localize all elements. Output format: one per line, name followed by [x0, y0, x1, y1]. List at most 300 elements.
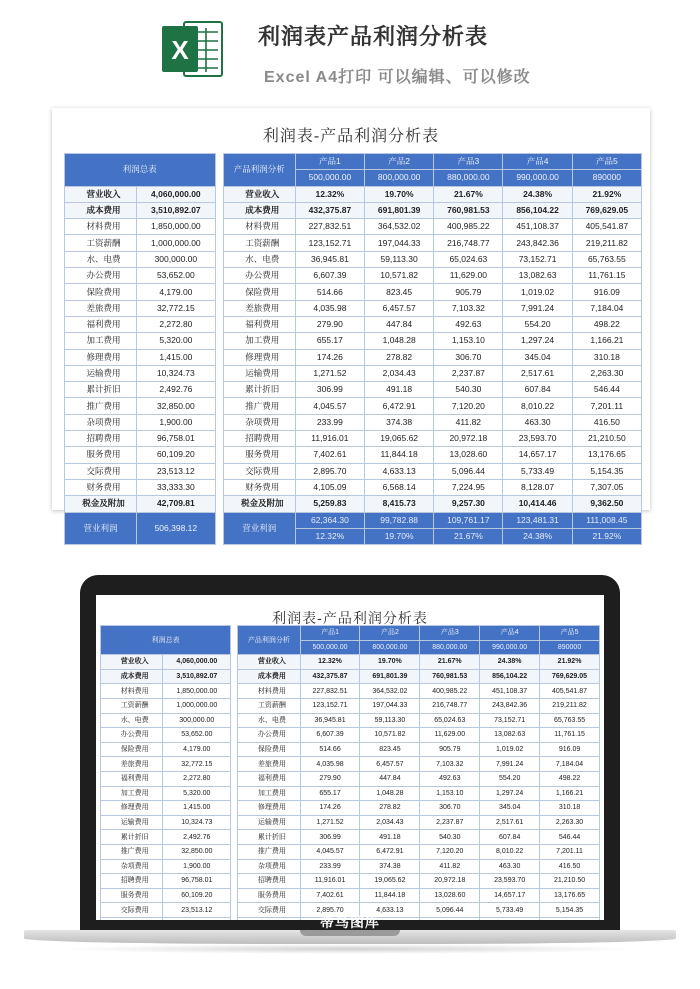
laptop-mockup	[80, 575, 620, 930]
row-label: 交际费用	[101, 903, 163, 918]
header-product-2: 产品2	[360, 626, 420, 641]
row-total: 10,324.73	[163, 815, 231, 830]
header-product-analysis: 产品利润分析	[238, 626, 300, 655]
row-value: 1,048.28	[365, 333, 434, 349]
row-total: 53,652.00	[163, 728, 231, 743]
row-label: 运输费用	[238, 815, 300, 830]
row-value: 11,844.18	[360, 888, 420, 903]
row-value: 11,761.15	[572, 268, 641, 284]
row-value: 6,457.57	[360, 757, 420, 772]
row-value: 20,972.18	[420, 874, 480, 889]
row-value: 345.04	[480, 801, 540, 816]
row-value: 59,113.30	[360, 713, 420, 728]
profit-ratio: 19.70%	[365, 528, 434, 544]
row-value: 856,104.22	[480, 669, 540, 684]
row-value: 432,375.87	[295, 202, 364, 218]
row-value: 405,541.87	[572, 219, 641, 235]
row-value: 364,532.02	[360, 684, 420, 699]
column-gap	[215, 463, 223, 479]
row-label: 成本费用	[65, 202, 137, 218]
row-value: 2,517.61	[503, 365, 572, 381]
row-value: 916.09	[572, 284, 641, 300]
row-total: 1,000,000.00	[163, 698, 231, 713]
row-value: 2,034.43	[360, 815, 420, 830]
row-label: 推广费用	[223, 398, 295, 414]
page-subtitle: Excel A4打印 可以编辑、可以修改	[264, 69, 531, 86]
table-row	[65, 316, 642, 332]
row-value: 491.18	[365, 382, 434, 398]
table-row	[101, 830, 600, 845]
row-total: 60,109.20	[137, 447, 215, 463]
row-value: 19.70%	[365, 186, 434, 202]
row-total: 10,324.73	[137, 365, 215, 381]
column-gap	[215, 268, 223, 284]
row-value: 905.79	[434, 284, 503, 300]
row-value: 10,414.46	[503, 496, 572, 512]
row-value: 6,472.91	[365, 398, 434, 414]
row-value: 227,832.51	[295, 219, 364, 235]
table-row	[101, 655, 600, 670]
row-label: 保险费用	[223, 284, 295, 300]
row-value: 1,271.52	[300, 815, 360, 830]
profit-table	[64, 153, 642, 545]
page-title: 利润表产品利润分析表	[258, 24, 489, 49]
row-value: 8,010.22	[480, 844, 540, 859]
row-label: 推广费用	[238, 844, 300, 859]
row-value: 6,607.39	[295, 268, 364, 284]
row-label: 福利费用	[223, 316, 295, 332]
table-row	[65, 447, 642, 463]
row-value: 451,108.37	[503, 219, 572, 235]
row-total: 3,510,892.07	[137, 202, 215, 218]
row-value: 4,035.98	[295, 300, 364, 316]
table-row	[101, 801, 600, 816]
row-value: 19,065.62	[365, 431, 434, 447]
product-revenue: 890000	[540, 640, 600, 655]
row-value: 432,375.87	[300, 669, 360, 684]
row-value: 607.84	[503, 382, 572, 398]
row-value: 2,895.70	[295, 463, 364, 479]
row-total: 300,000.00	[163, 713, 231, 728]
header-product-1: 产品1	[295, 154, 364, 170]
row-value: 5,154.35	[540, 903, 600, 918]
row-value: 6,607.39	[300, 728, 360, 743]
row-value: 400,985.22	[420, 684, 480, 699]
column-gap	[231, 742, 238, 757]
column-gap	[215, 382, 223, 398]
row-value: 21,210.50	[572, 431, 641, 447]
row-value: 23,593.70	[480, 874, 540, 889]
row-value: 6,472.91	[360, 844, 420, 859]
row-label: 成本费用	[223, 202, 295, 218]
row-label: 成本费用	[238, 669, 300, 684]
header-profit-total: 利润总表	[101, 626, 231, 655]
row-total: 32,772.15	[137, 300, 215, 316]
row-value: 2,237.87	[434, 365, 503, 381]
table-row	[101, 859, 600, 874]
excel-icon	[162, 16, 224, 82]
table-row	[65, 414, 642, 430]
row-value: 227,832.51	[300, 684, 360, 699]
row-value: 306.99	[300, 830, 360, 845]
laptop-brand: 蒂鸟图库	[320, 914, 380, 930]
row-total: 23,513.12	[163, 903, 231, 918]
table-row	[65, 268, 642, 284]
column-gap	[231, 786, 238, 801]
row-value: 405,541.87	[540, 684, 600, 699]
row-value: 14,657.17	[503, 447, 572, 463]
row-value: 23,593.70	[503, 431, 572, 447]
row-value: 2,237.87	[420, 815, 480, 830]
row-value: 21.92%	[572, 186, 641, 202]
row-value: 310.18	[572, 349, 641, 365]
row-value: 1,297.24	[503, 333, 572, 349]
profit-amount: 109,761.17	[434, 512, 503, 528]
row-label: 办公费用	[223, 268, 295, 284]
row-label: 差旅费用	[223, 300, 295, 316]
row-value: 7,402.61	[300, 888, 360, 903]
table-row	[101, 728, 600, 743]
row-total: 32,850.00	[137, 398, 215, 414]
row-label: 累计折旧	[223, 382, 295, 398]
table-row	[65, 235, 642, 251]
column-gap	[215, 365, 223, 381]
row-value: 216,748.77	[434, 235, 503, 251]
row-value: 13,028.60	[434, 447, 503, 463]
row-value: 1,153.10	[434, 333, 503, 349]
row-value: 416.50	[572, 414, 641, 430]
row-label: 交际费用	[65, 463, 137, 479]
row-total: 96,758.01	[137, 431, 215, 447]
row-value: 4,105.09	[295, 479, 364, 495]
row-value: 21.92%	[540, 655, 600, 670]
row-value: 11,916.01	[295, 431, 364, 447]
row-value: 65,024.63	[420, 713, 480, 728]
column-gap	[231, 655, 238, 670]
row-total: 4,060,000.00	[137, 186, 215, 202]
row-value: 374.38	[360, 859, 420, 874]
row-value: 655.17	[300, 786, 360, 801]
row-label: 税金及附加	[223, 496, 295, 512]
row-value: 278.82	[360, 801, 420, 816]
row-total: 1,415.00	[163, 801, 231, 816]
row-value: 463.30	[503, 414, 572, 430]
table-row	[65, 300, 642, 316]
row-value: 11,761.15	[540, 728, 600, 743]
row-value: 123,152.71	[300, 698, 360, 713]
row-label: 运输费用	[223, 365, 295, 381]
table-row	[65, 365, 642, 381]
table-row	[101, 771, 600, 786]
row-value: 655.17	[295, 333, 364, 349]
column-gap	[231, 859, 238, 874]
row-value: 498.22	[572, 316, 641, 332]
row-value: 4,035.98	[300, 757, 360, 772]
row-label: 工资薪酬	[223, 235, 295, 251]
row-value: 73,152.71	[480, 713, 540, 728]
row-value: 306.70	[420, 801, 480, 816]
row-value: 447.84	[360, 771, 420, 786]
row-value: 1,166.21	[572, 333, 641, 349]
row-value: 492.63	[420, 771, 480, 786]
table-row	[65, 463, 642, 479]
row-value: 2,263.30	[572, 365, 641, 381]
column-gap	[215, 414, 223, 430]
table-row	[101, 713, 600, 728]
row-value: 2,034.43	[365, 365, 434, 381]
row-label: 财务费用	[65, 479, 137, 495]
row-value: 7,224.95	[434, 479, 503, 495]
profit-ratio: 21.92%	[572, 528, 641, 544]
row-value: 1,019.02	[503, 284, 572, 300]
row-value: 823.45	[360, 742, 420, 757]
header-profit-total: 利润总表	[65, 154, 216, 187]
row-value: 24.38%	[480, 655, 540, 670]
row-label: 差旅费用	[238, 757, 300, 772]
row-total: 3,510,892.07	[163, 669, 231, 684]
row-total: 4,179.00	[163, 742, 231, 757]
row-label: 保险费用	[101, 742, 163, 757]
row-value: 498.22	[540, 771, 600, 786]
row-value: 13,176.65	[540, 888, 600, 903]
row-value: 769,629.05	[540, 669, 600, 684]
row-value: 243,842.36	[503, 235, 572, 251]
profit-ratio: 21.67%	[434, 528, 503, 544]
row-total: 1,900.00	[137, 414, 215, 430]
row-value: 769,629.05	[572, 202, 641, 218]
sheet-title: 利润表-产品利润分析表	[272, 610, 428, 626]
row-total: 2,492.76	[163, 830, 231, 845]
row-total: 1,900.00	[163, 859, 231, 874]
table-row	[65, 382, 642, 398]
row-value: 7,120.20	[420, 844, 480, 859]
profit-amount: 111,008.45	[572, 512, 641, 528]
row-label: 累计折旧	[65, 382, 137, 398]
column-gap	[215, 154, 223, 187]
table-row	[101, 684, 600, 699]
row-value: 4,633.13	[360, 903, 420, 918]
header-product-3: 产品3	[434, 154, 503, 170]
product-revenue: 890000	[572, 170, 641, 186]
table-row	[101, 669, 600, 684]
row-label: 办公费用	[65, 268, 137, 284]
row-label: 福利费用	[101, 771, 163, 786]
row-total: 42,709.81	[137, 496, 215, 512]
row-value: 5,154.35	[572, 463, 641, 479]
row-value: 4,045.57	[300, 844, 360, 859]
header-product-2: 产品2	[365, 154, 434, 170]
row-value: 411.82	[434, 414, 503, 430]
row-value: 540.30	[434, 382, 503, 398]
profit-amount: 123,481.31	[503, 512, 572, 528]
row-total: 96,758.01	[163, 874, 231, 889]
row-value: 7,184.04	[540, 757, 600, 772]
row-total: 23,513.12	[137, 463, 215, 479]
row-label: 工资薪酬	[101, 698, 163, 713]
column-gap	[215, 300, 223, 316]
row-label: 修理费用	[101, 801, 163, 816]
row-total: 1,850,000.00	[137, 219, 215, 235]
profit-ratio: 12.32%	[295, 528, 364, 544]
row-value: 7,184.04	[572, 300, 641, 316]
table-row	[101, 757, 600, 772]
column-gap	[215, 202, 223, 218]
row-label: 材料费用	[223, 219, 295, 235]
row-value: 65,763.55	[540, 713, 600, 728]
row-value: 1,153.10	[420, 786, 480, 801]
row-total: 4,179.00	[137, 284, 215, 300]
row-value: 10,571.82	[365, 268, 434, 284]
column-gap	[215, 284, 223, 300]
row-value: 6,457.57	[365, 300, 434, 316]
column-gap	[231, 728, 238, 743]
page-header	[0, 0, 700, 100]
row-label: 加工费用	[65, 333, 137, 349]
row-value: 7,120.20	[434, 398, 503, 414]
row-label: 福利费用	[65, 316, 137, 332]
row-value: 411.82	[420, 859, 480, 874]
row-value: 823.45	[365, 284, 434, 300]
row-value: 13,028.60	[420, 888, 480, 903]
row-value: 11,916.01	[300, 874, 360, 889]
row-total: 4,060,000.00	[163, 655, 231, 670]
table-row	[65, 202, 642, 218]
row-label: 加工费用	[101, 786, 163, 801]
row-value: 345.04	[503, 349, 572, 365]
table-row	[65, 219, 642, 235]
column-gap	[215, 398, 223, 414]
column-gap	[231, 801, 238, 816]
row-value: 36,945.81	[300, 713, 360, 728]
column-gap	[231, 888, 238, 903]
row-total: 5,320.00	[163, 786, 231, 801]
row-label: 交际费用	[223, 463, 295, 479]
row-value: 364,532.02	[365, 219, 434, 235]
row-label: 招聘费用	[223, 431, 295, 447]
row-value: 59,113.30	[365, 251, 434, 267]
profit-amount: 62,364.30	[295, 512, 364, 528]
row-value: 2,263.30	[540, 815, 600, 830]
row-value: 233.99	[295, 414, 364, 430]
row-total: 1,850,000.00	[163, 684, 231, 699]
table-row	[65, 479, 642, 495]
row-value: 7,991.24	[503, 300, 572, 316]
row-value: 7,103.32	[434, 300, 503, 316]
column-gap	[231, 844, 238, 859]
row-value: 219,211.82	[572, 235, 641, 251]
header-product-4: 产品4	[503, 154, 572, 170]
header-product-analysis: 产品利润分析	[223, 154, 295, 187]
row-total: 300,000.00	[137, 251, 215, 267]
row-value: 279.90	[300, 771, 360, 786]
row-label: 差旅费用	[65, 300, 137, 316]
row-label: 运输费用	[65, 365, 137, 381]
row-label: 杂项费用	[65, 414, 137, 430]
row-total: 60,109.20	[163, 888, 231, 903]
product-revenue: 880,000.00	[434, 170, 503, 186]
table-header-row	[65, 154, 642, 170]
row-value: 1,166.21	[540, 786, 600, 801]
column-gap	[215, 219, 223, 235]
column-gap	[231, 771, 238, 786]
table-row	[65, 496, 642, 512]
row-total: 32,772.15	[163, 757, 231, 772]
row-label: 服务费用	[223, 447, 295, 463]
row-value: 13,082.63	[503, 268, 572, 284]
row-value: 2,517.61	[480, 815, 540, 830]
row-total: 2,272.80	[137, 316, 215, 332]
product-revenue: 800,000.00	[360, 640, 420, 655]
row-value: 7,201.11	[540, 844, 600, 859]
row-total: 1,000,000.00	[137, 235, 215, 251]
table-row	[65, 333, 642, 349]
row-label: 工资薪酬	[65, 235, 137, 251]
row-value: 546.44	[540, 830, 600, 845]
row-label: 办公费用	[101, 728, 163, 743]
row-value: 540.30	[420, 830, 480, 845]
row-label: 办公费用	[238, 728, 300, 743]
row-label: 材料费用	[238, 684, 300, 699]
row-value: 905.79	[420, 742, 480, 757]
column-gap	[215, 235, 223, 251]
row-label: 工资薪酬	[238, 698, 300, 713]
header-product-5: 产品5	[540, 626, 600, 641]
row-value: 13,082.63	[480, 728, 540, 743]
table-row	[65, 251, 642, 267]
row-label: 修理费用	[238, 801, 300, 816]
row-value: 243,842.36	[480, 698, 540, 713]
row-value: 546.44	[572, 382, 641, 398]
column-gap	[215, 251, 223, 267]
laptop-shadow	[60, 944, 640, 954]
column-gap	[231, 713, 238, 728]
row-total: 1,415.00	[137, 349, 215, 365]
profit-amount: 99,782.88	[365, 512, 434, 528]
row-value: 9,257.30	[434, 496, 503, 512]
column-gap	[215, 431, 223, 447]
row-value: 11,629.00	[434, 268, 503, 284]
row-value: 5,733.49	[503, 463, 572, 479]
product-revenue: 500,000.00	[295, 170, 364, 186]
row-value: 5,096.44	[434, 463, 503, 479]
row-label: 差旅费用	[101, 757, 163, 772]
row-label: 营业收入	[238, 655, 300, 670]
row-value: 219,211.82	[540, 698, 600, 713]
table-row	[101, 888, 600, 903]
row-value: 4,633.13	[365, 463, 434, 479]
row-value: 7,307.05	[572, 479, 641, 495]
profit-table	[100, 625, 600, 920]
row-value: 760,981.53	[434, 202, 503, 218]
row-value: 197,044.33	[360, 698, 420, 713]
row-label: 营业收入	[101, 655, 163, 670]
row-value: 310.18	[540, 801, 600, 816]
row-value: 8,415.73	[365, 496, 434, 512]
row-label: 财务费用	[223, 479, 295, 495]
row-total: 53,652.00	[137, 268, 215, 284]
row-value: 691,801.39	[365, 202, 434, 218]
header-product-3: 产品3	[420, 626, 480, 641]
column-gap	[215, 316, 223, 332]
column-gap	[215, 447, 223, 463]
row-label: 杂项费用	[223, 414, 295, 430]
product-revenue: 500,000.00	[300, 640, 360, 655]
row-value: 123,152.71	[295, 235, 364, 251]
table-row	[101, 698, 600, 713]
row-value: 447.84	[365, 316, 434, 332]
column-gap	[215, 479, 223, 495]
row-value: 36,945.81	[295, 251, 364, 267]
